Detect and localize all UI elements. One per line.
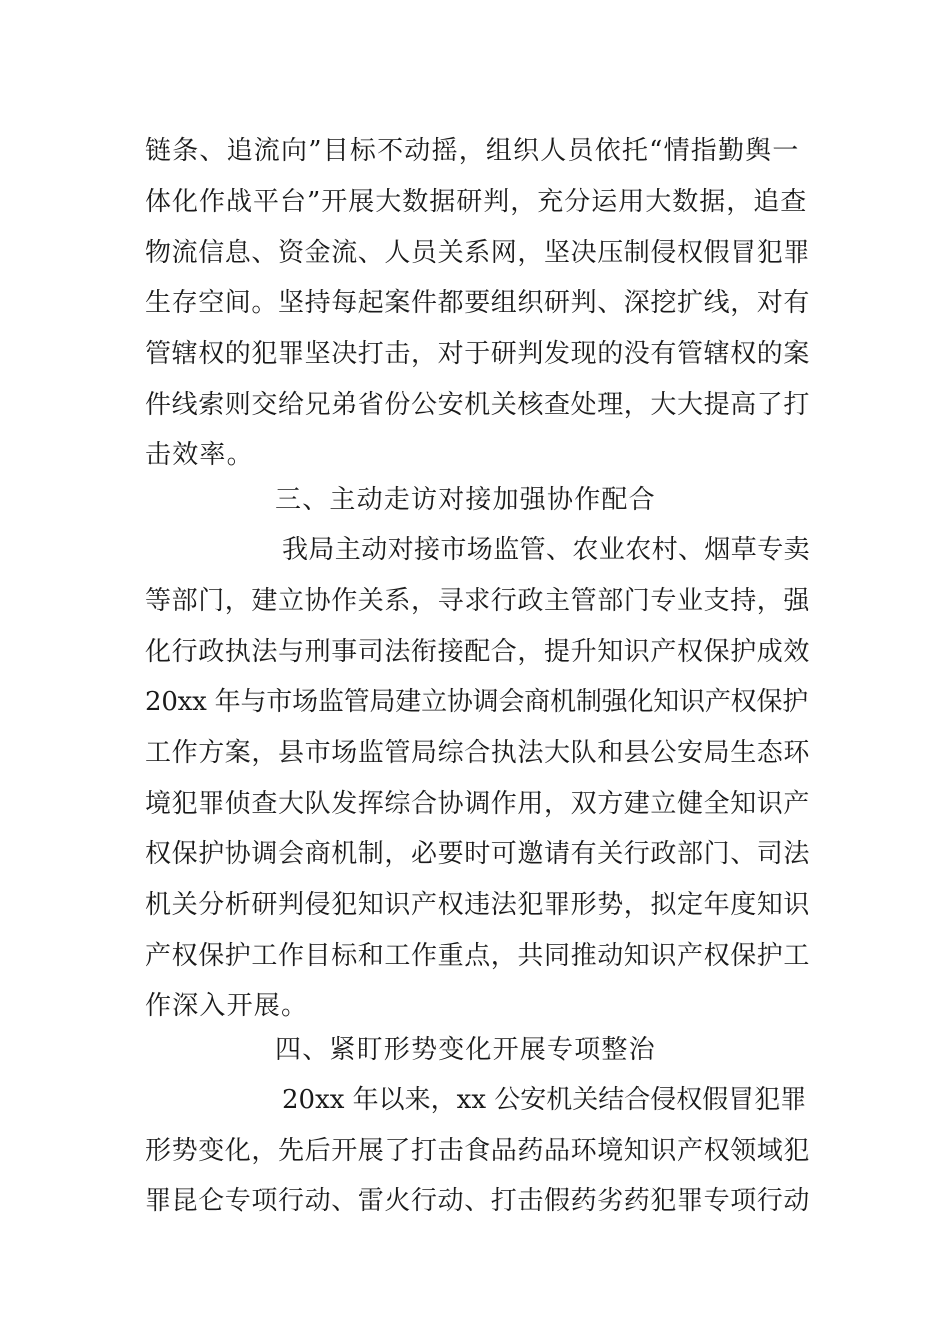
paragraph-line: 生存空间。坚持每起案件都要组织研判、深挖扩线，对有: [145, 288, 811, 318]
paragraph-line: 化行政执法与刑事司法衔接配合，提升知识产权保护成效: [145, 637, 811, 667]
section-heading: 四、紧盯形势变化开展专项整治: [275, 1035, 656, 1065]
paragraph-line: 管辖权的犯罪坚决打击，对于研判发现的没有管辖权的案: [145, 339, 811, 369]
paragraph-line: 击效率。: [145, 440, 254, 470]
paragraph-line: 罪昆仑专项行动、雷火行动、打击假药劣药犯罪专项行动: [145, 1186, 811, 1216]
paragraph-line: 等部门，建立协作关系，寻求行政主管部门专业支持，强: [145, 586, 811, 616]
paragraph-line: 20xx 年与市场监管局建立协调会商机制强化知识产权保护: [145, 687, 809, 717]
paragraph-line: 物流信息、资金流、人员关系网，坚决压制侵权假冒犯罪: [145, 238, 811, 268]
paragraph-line: 体化作战平台”开展大数据研判，充分运用大数据，追查: [145, 187, 808, 217]
paragraph-line: 形势变化，先后开展了打击食品药品环境知识产权领域犯: [145, 1136, 811, 1166]
paragraph-line: 件线索则交给兄弟省份公安机关核查处理，大大提高了打: [145, 390, 811, 420]
paragraph-line: 20xx 年以来，xx 公安机关结合侵权假冒犯罪: [282, 1085, 807, 1115]
section-heading: 三、主动走访对接加强协作配合: [275, 485, 656, 515]
paragraph-line: 境犯罪侦查大队发挥综合协调作用，双方建立健全知识产: [145, 789, 811, 819]
paragraph-line: 权保护协调会商机制，必要时可邀请有关行政部门、司法: [145, 839, 811, 869]
paragraph-line: 作深入开展。: [145, 991, 309, 1021]
paragraph-line: 工作方案，县市场监管局综合执法大队和县公安局生态环: [145, 738, 811, 768]
paragraph-line: 我局主动对接市场监管、农业农村、烟草专卖: [282, 535, 811, 565]
paragraph-line: 链条、追流向”目标不动摇，组织人员依托“情指勤舆一: [145, 136, 800, 166]
paragraph-line: 产权保护工作目标和工作重点，共同推动知识产权保护工: [145, 941, 811, 971]
paragraph-line: 机关分析研判侵犯知识产权违法犯罪形势，拟定年度知识: [145, 890, 811, 920]
